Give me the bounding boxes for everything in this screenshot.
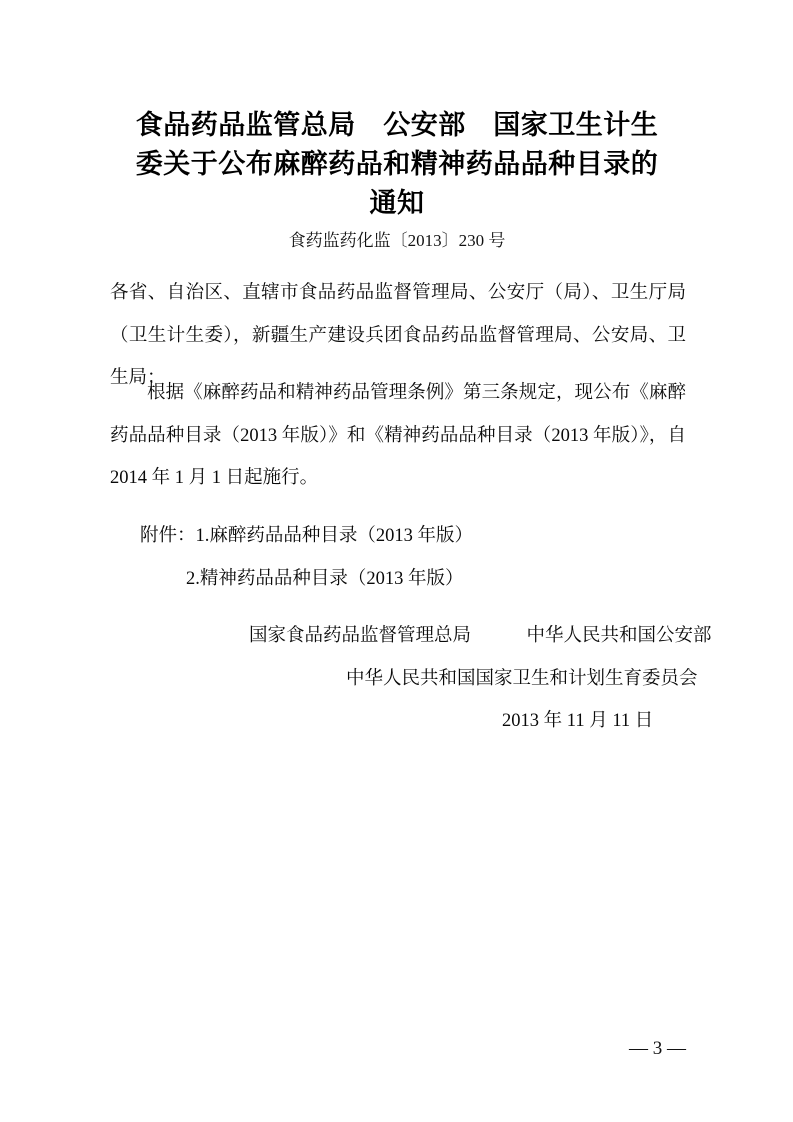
attachment-item-2: 2.精神药品品种目录（2013 年版） — [186, 568, 464, 589]
signatory-line-1: 国家食品药品监督管理总局 中华人民共和国公安部 — [249, 626, 712, 646]
document-serial-number: 食药监药化监〔2013〕230 号 — [288, 231, 506, 250]
recipients-paragraph: 各省、自治区、直辖市食品药品监督管理局、公安厅（局）、卫生厅局（卫生计生委），新疆生产建设兵团食品药品监督管理局、公安局、卫生局： — [110, 283, 686, 388]
page-number-footer: — 3 — — [629, 1038, 686, 1059]
signatory-line-2: 中华人民共和国国家卫生和计划生育委员会 — [346, 668, 698, 689]
title-line-2: 委关于公布麻醉药品和精神药品品种目录的 — [135, 149, 659, 180]
title-line-3: 通知 — [369, 188, 425, 219]
title-line-1: 食品药品监管总局 公安部 国家卫生计生 — [135, 110, 659, 141]
signature-date: 2013 年 11 月 11 日 — [502, 711, 654, 731]
main-paragraph: 根据《麻醉药品和精神药品管理条例》第三条规定，现公布《麻醉药品品种目录（2013 年版）》和《精神药品品种目录（2013 年版）》，自 2014 年 1 月 1 日起施行。 — [110, 383, 686, 488]
attachment-item-1: 附件：1.麻醉药品品种目录（2013 年版） — [140, 526, 474, 546]
signature-block — [110, 615, 712, 743]
attachments-section — [110, 515, 686, 600]
document-title — [108, 106, 686, 223]
